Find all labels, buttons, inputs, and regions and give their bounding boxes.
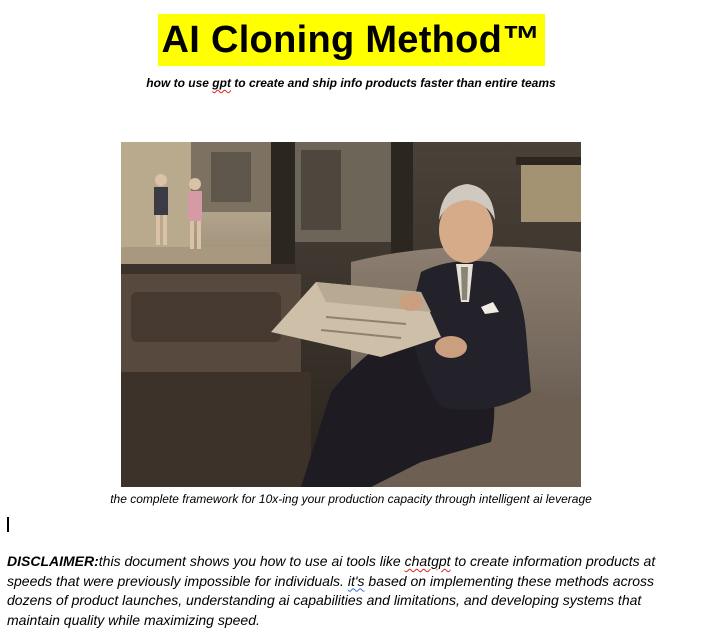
page-title: AI Cloning Method™ (158, 14, 545, 66)
spellcheck-flag[interactable]: gpt (212, 76, 231, 90)
disclaimer-text-part-3: based on implementing these methods across dozens of product launches, understanding ai capabilities and limitations, and developing systems that maintain quality while maximizing speed. (7, 572, 655, 628)
title-block (0, 14, 702, 66)
cover-photo (121, 142, 581, 487)
disclaimer-label: DISCLAIMER: (7, 553, 99, 569)
subtitle-text-start: how to use (146, 76, 213, 90)
grammar-flag[interactable]: it's (347, 572, 365, 589)
subtitle (0, 76, 702, 90)
disclaimer-text-part-2: to create information products at speeds that were previously impossible for individuals. (7, 553, 656, 589)
subtitle-text-end: to create and ship info products faster than entire teams (230, 76, 556, 90)
photo-caption: the complete framework for 10x-ing your production capacity through intelligent ai leverage (110, 492, 592, 506)
disclaimer (7, 552, 697, 630)
spellcheck-flag[interactable]: chatgpt (404, 553, 451, 569)
disclaimer-text-part-1: this document shows you how to use ai tools like (98, 553, 405, 569)
text-cursor (7, 517, 9, 532)
